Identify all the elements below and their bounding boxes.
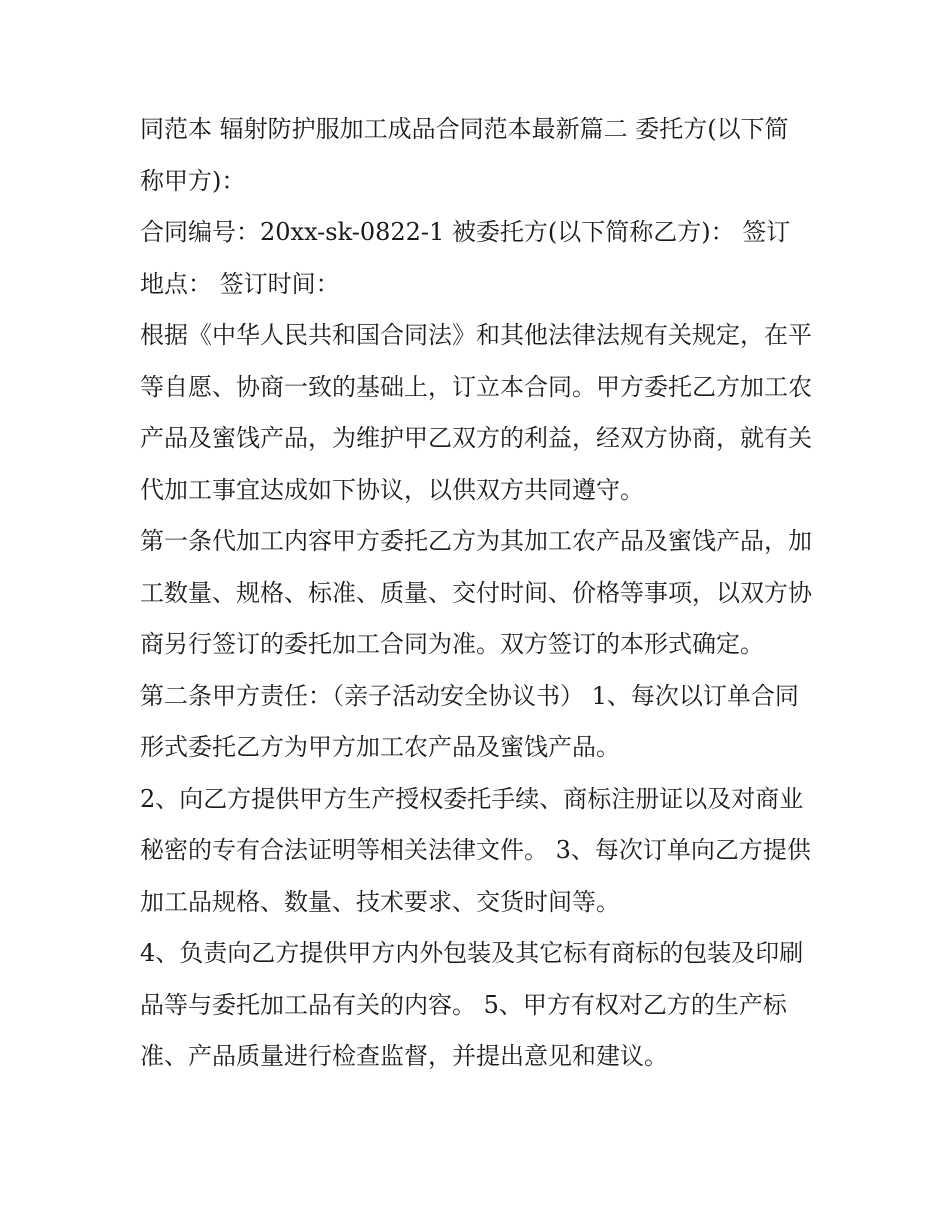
- paragraph-header: 同范本 辐射防护服加工成品合同范本最新篇二 委托方(以下简称甲方)：: [140, 115, 789, 195]
- paragraph-items-4-5: 4、负责向乙方提供甲方内外包装及其它标有商标的包装及印刷品等与委托加工品有关的内容。 5、甲方有权对乙方的生产标准、产品质量进行检查监督，并提出意见和建议。: [140, 939, 804, 1070]
- paragraph-article-2: 第二条甲方责任：（亲子活动安全协议书） 1、每次以订单合同形式委托乙方为甲方加工农产品及蜜饯产品。: [140, 681, 799, 761]
- paragraph-article-1: 第一条代加工内容甲方委托乙方为其加工农产品及蜜饯产品，加工数量、规格、标准、质量、交付时间、价格等事项，以双方协商另行签订的委托加工合同为准。双方签订的本形式确定。: [140, 527, 812, 658]
- paragraph-items-2-3: 2、向乙方提供甲方生产授权委托手续、商标注册证以及对商业秘密的专有合法证明等相关法律文件。 3、每次订单向乙方提供加工品规格、数量、技术要求、交货时间等。: [140, 784, 811, 916]
- document-body: [140, 104, 812, 1083]
- paragraph-contract-info: 合同编号：20xx-sk-0822-1 被委托方(以下简称乙方)： 签订地点： 签订时间：: [140, 218, 791, 298]
- paragraph-preamble: 根据《中华人民共和国合同法》和其他法律法规有关规定，在平等自愿、协商一致的基础上，订立本合同。甲方委托乙方加工农产品及蜜饯产品，为维护甲乙双方的利益，经双方协商，就有关代加工事宜达成如下协议，以供双方共同遵守。: [140, 321, 812, 504]
